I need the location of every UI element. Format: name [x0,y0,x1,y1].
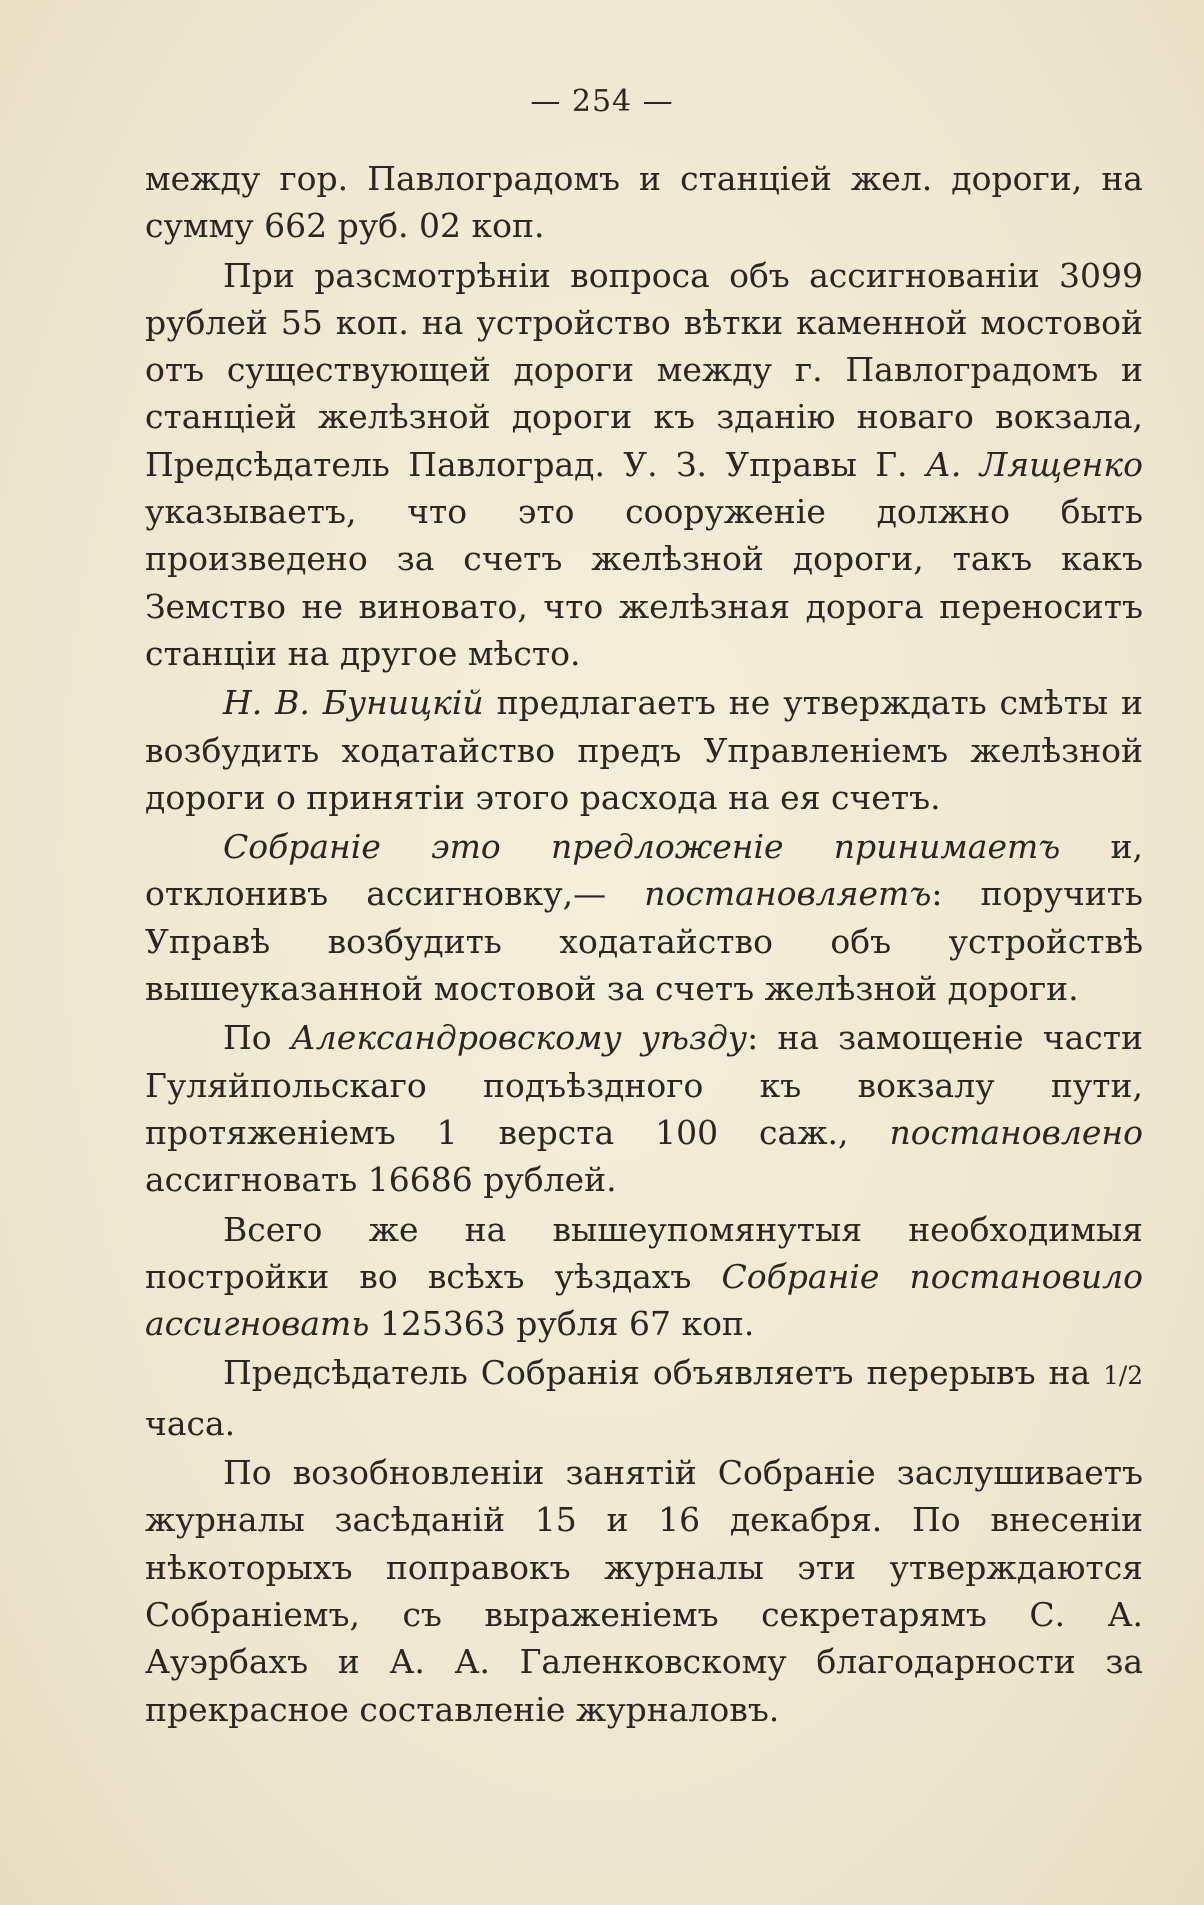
italic-text: Собраніе постановило ассигновать [145,1256,1144,1344]
text-run: 125363 рубля 67 коп. [369,1304,755,1344]
paragraph [145,1014,1143,1203]
paragraph [145,679,1143,821]
paragraph [145,823,1143,1012]
text-run: между гор. Павлоградомъ и станціей жел. дороги, на сумму 662 руб. 02 коп. [145,159,1143,246]
fraction: 1/2 [1103,1361,1143,1391]
text-run: предлагаетъ не утверждать смѣты и возбудить ходатайство предъ Управленіемъ желѣзной дороги о принятіи этого расхода на ея счетъ. [145,683,1143,817]
text-run: По [223,1018,291,1058]
text-run: и, отклонивъ ассигновку,— [145,827,1143,914]
paragraph [145,1349,1143,1447]
text-run: : на замощеніе части Гуляйпольскаго подъѣздного къ вокзалу пути, протяженіемъ 1 верста 100 саж., [145,1018,1143,1152]
page-number: — 254 — [530,84,674,119]
paragraph [145,1449,1143,1733]
text-run: По возобновленіи занятій Собраніе заслушиваетъ журналы засѣданій 15 и 16 декабря. По внесеніи нѣкоторыхъ поправокъ журналы эти утверждаются Собраніемъ, съ выраженіемъ секретарямъ С. А. Ауэрбахъ и А. А. Галенковскому благодарности за прекрасное составленіе журналовъ. [145,1453,1143,1729]
text-run: ассигновать 16686 рублей. [145,1160,617,1200]
italic-text: Собраніе это предложеніе принимаетъ [223,827,1061,867]
text-run: При разсмотрѣніи вопроса объ ассигнованіи 3099 рублей 55 коп. на устройство вѣтки каменной мостовой отъ существующей дороги между г. Павлоградомъ и станціей желѣзной дороги къ зданію новаго вокзала, Предсѣдатель Павлоград. У. З. Управы Г. [145,255,1143,484]
text-run: указываетъ, что это сооруженіе должно быть произведено за счетъ желѣзной дороги, такъ какъ Земство не виновато, что желѣзная дорога переноситъ станціи на другое мѣсто. [145,492,1143,673]
italic-text: Александровскому уѣзду [290,1018,748,1058]
italic-text: А. Лященко [925,444,1143,484]
body-text [145,155,1143,1733]
paragraph [145,155,1143,250]
italic-text: Н. В. Буницкій [223,683,484,723]
text-run: Всего же на вышеупомянутыя необходимыя постройки во всѣхъ уѣздахъ [145,1209,1143,1296]
italic-text: постановлено [889,1112,1143,1152]
text-run: Предсѣдатель Собранія объявляетъ перерывъ на [223,1353,1104,1393]
text-run: : поручить Управѣ возбудить ходатайство объ устройствѣ вышеуказанной мостовой за счетъ желѣзной дороги. [145,874,1143,1009]
paragraph [145,252,1143,678]
text-run: часа. [145,1403,236,1443]
italic-text: постановляетъ [644,874,932,914]
paragraph [145,1206,1143,1348]
